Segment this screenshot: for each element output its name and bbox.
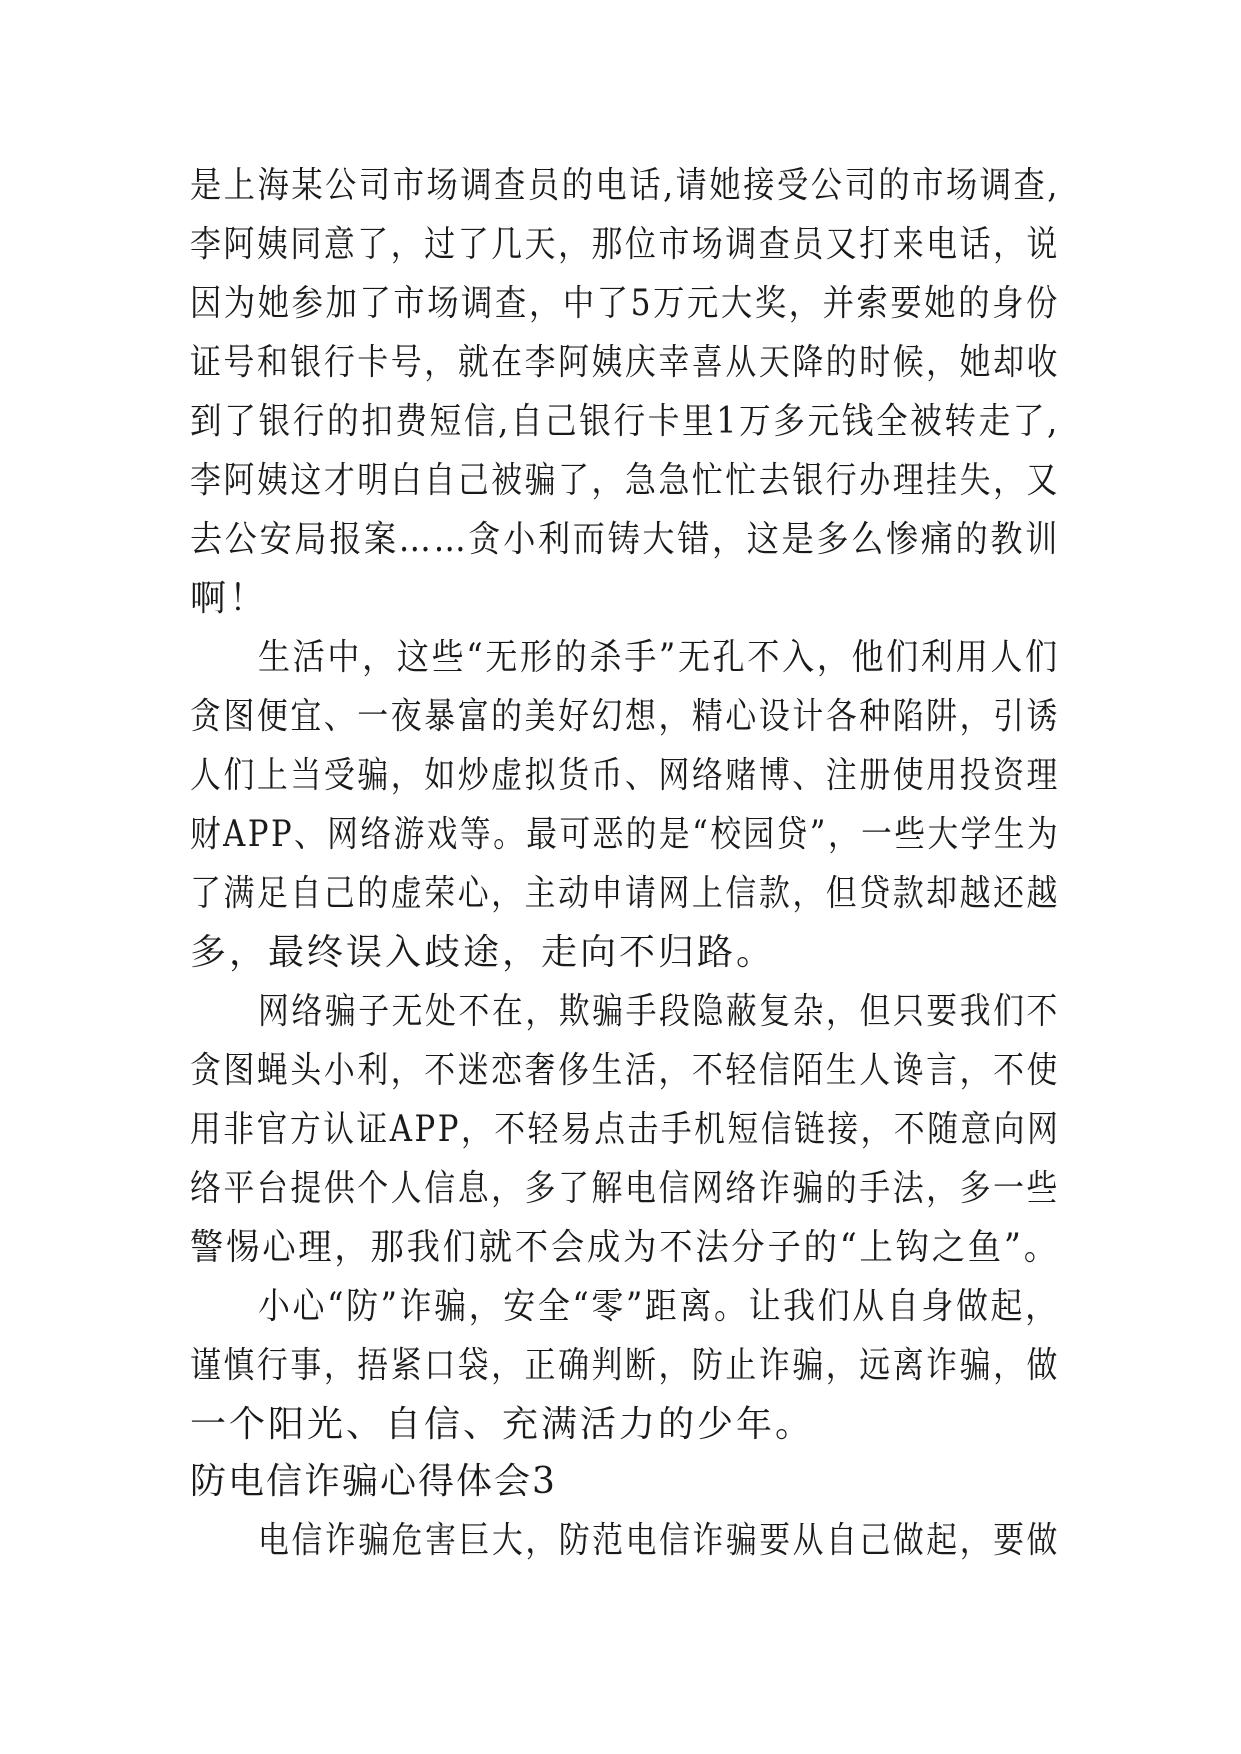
text-line: 到了银行的扣费短信,自己银行卡里1万多元钱全被转走了, bbox=[190, 401, 1060, 442]
text-line: 用非官方认证APP，不轻易点击手机短信链接，不随意向网 bbox=[190, 1109, 1061, 1150]
text-line: 谨慎行事，捂紧口袋，正确判断，防止诈骗，远离诈骗，做 bbox=[190, 1345, 1061, 1386]
text-line: 李阿姨这才明白自己被骗了，急急忙忙去银行办理挂失，又 bbox=[190, 460, 1061, 501]
paragraph-first-line: 电信诈骗危害巨大，防范电信诈骗要从自己做起，要做 bbox=[258, 1520, 1060, 1561]
text-line: 贪图便宜、一夜暴富的美好幻想，精心设计各种陷阱，引诱 bbox=[190, 696, 1061, 737]
text-line: 人们上当受骗，如炒虚拟货币、网络赌博、注册使用投资理 bbox=[190, 755, 1061, 796]
text-line: 警惕心理，那我们就不会成为不法分子的“上钩之鱼”。 bbox=[190, 1227, 1060, 1268]
text-line: 啊！ bbox=[190, 578, 269, 619]
text-line: 了满足自己的虚荣心，主动申请网上信款，但贷款却越还越 bbox=[190, 873, 1061, 914]
text-line: 多，最终误入歧途，走向不归路。 bbox=[190, 932, 776, 973]
section-heading: 防电信诈骗心得体会3 bbox=[190, 1461, 557, 1502]
text-line: 李阿姨同意了，过了几天，那位市场调查员又打来电话，说 bbox=[190, 224, 1061, 265]
text-line: 一个阳光、自信、充满活力的少年。 bbox=[190, 1404, 815, 1445]
paragraph-first-line: 网络骗子无处不在，欺骗手段隐蔽复杂，但只要我们不 bbox=[258, 991, 1060, 1032]
text-line: 贪图蝇头小利，不迷恋奢侈生活，不轻信陌生人谗言，不使 bbox=[190, 1050, 1061, 1091]
text-line: 因为她参加了市场调查，中了5万元大奖，并索要她的身份 bbox=[190, 283, 1060, 324]
paragraph-first-line: 小心“防”诈骗，安全“零”距离。让我们从自身做起， bbox=[258, 1286, 1060, 1327]
paragraph-first-line: 生活中，这些“无形的杀手”无孔不入，他们利用人们 bbox=[258, 637, 1060, 678]
text-line: 证号和银行卡号，就在李阿姨庆幸喜从天降的时候，她却收 bbox=[190, 342, 1061, 383]
text-line: 是上海某公司市场调查员的电话,请她接受公司的市场调查, bbox=[190, 165, 1060, 206]
text-line: 财APP、网络游戏等。最可恶的是“校园贷”，一些大学生为 bbox=[190, 814, 1061, 855]
text-line: 络平台提供个人信息，多了解电信网络诈骗的手法，多一些 bbox=[190, 1168, 1061, 1209]
text-line: 去公安局报案……贪小利而铸大错，这是多么惨痛的教训 bbox=[190, 519, 1061, 560]
